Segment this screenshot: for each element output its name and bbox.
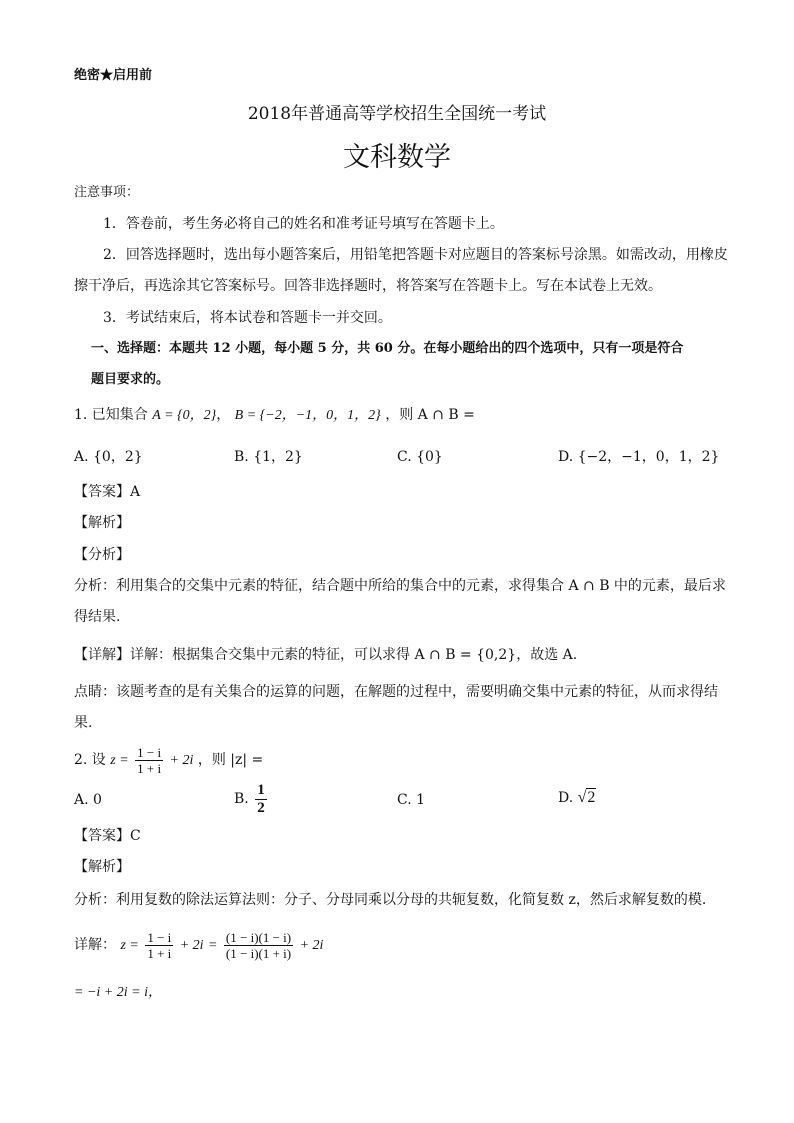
fraction-numerator: (1 − i)(1 − i): [225, 929, 292, 945]
question-2-detail-line-2: = −i + 2i = i，: [74, 985, 162, 1000]
question-1-suffix: ，则 A ∩ B =: [385, 407, 475, 423]
question-1-analysis-tag: 【解析】: [74, 515, 130, 531]
answer-value: A: [130, 484, 141, 500]
option-d-sqrt: √2: [577, 789, 596, 806]
question-1-option-b: B. {1，2}: [234, 449, 303, 465]
question-2-fraction: [135, 745, 163, 776]
fraction-denominator: 1 + i: [147, 945, 172, 961]
notice-item-1: 1．答卷前，考生务必将自己的姓名和准考证号填写在答题卡上。: [103, 216, 504, 232]
secret-label: 绝密★启用前: [74, 68, 153, 83]
question-1-fenxi-tag: 【分析】: [74, 547, 130, 563]
answer-tag: 【答案】: [74, 484, 130, 500]
detail-fraction-1: [145, 930, 173, 961]
question-1-comment-line-2: 果.: [74, 715, 93, 731]
notice-item-3: 3．考试结束后，将本试卷和答题卡一并交回。: [103, 310, 392, 326]
detail-prefix: 详解：: [74, 937, 116, 953]
question-1-fenxi-line-1: 分析：利用集合的交集中元素的特征，结合题中所给的集合中的元素，求得集合 A ∩ B 中的元素，最后求: [74, 578, 726, 594]
option-b-numerator: 1: [257, 781, 265, 798]
question-1-set-a: A = {0，2}: [152, 408, 217, 423]
exam-title: 2018年普通高等学校招生全国统一考试: [247, 104, 547, 124]
question-1-option-d: D. {−2，−1，0，1，2}: [558, 449, 720, 465]
question-1-option-a: A. {0，2}: [74, 449, 143, 465]
section-heading-line-2: 题目要求的。: [91, 372, 170, 387]
question-2-analysis-tag: 【解析】: [74, 859, 130, 875]
question-1-prefix: 1. 已知集合: [74, 407, 148, 423]
notice-title: 注意事项：: [74, 185, 140, 200]
question-2-z-eq: z =: [110, 753, 129, 768]
question-1-option-c: C. {0}: [397, 449, 443, 465]
fraction-denominator: (1 − i)(1 + i): [225, 945, 292, 961]
option-b-denominator: 2: [257, 799, 265, 816]
detail-plus-2i-2: + 2i: [299, 938, 324, 953]
fraction-numerator: 1 − i: [137, 744, 162, 760]
question-1-comment-line-1: 点睛：该题考查的是有关集合的运算的问题，在解题的过程中，需要明确交集中元素的特征，从而求得结: [74, 684, 718, 700]
question-2-option-c: C. 1: [397, 792, 426, 808]
question-1-set-b: B = {−2，−1，0，1，2}: [234, 408, 381, 423]
question-2-detail-line-1: [74, 923, 323, 968]
question-2-suffix: ，则 |z| =: [197, 752, 264, 768]
detail-tag: 【详解】: [74, 647, 130, 663]
question-2-stem: [74, 743, 263, 778]
detail-equals: =: [208, 938, 218, 953]
subject-title: 文科数学: [343, 142, 451, 173]
notice-item-2-line-2: 擦干净后，再选涂其它答案标号。回答非选择题时，将答案写在答题卡上。写在本试卷上无效。: [74, 278, 662, 294]
question-1-fenxi-line-2: 得结果.: [74, 609, 121, 625]
answer-value: C: [130, 828, 141, 844]
section-heading-line-1: 一、选择题：本题共 12 小题，每小题 5 分，共 60 分。在每小题给出的四个选项中，只有一项是符合: [91, 341, 684, 356]
question-1-answer: [74, 482, 140, 502]
detail-text: 详解：根据集合交集中元素的特征，可以求得 A ∩ B = {0,2}，故选 A.: [130, 647, 578, 663]
fraction-denominator: 1 + i: [137, 760, 162, 776]
question-2-fenxi: 分析：利用复数的除法运算法则：分子、分母同乘以分母的共轭复数，化简复数 z，然后求解复数的模.: [74, 892, 707, 908]
detail-z-eq: z =: [120, 938, 139, 953]
question-1-detail: [74, 645, 577, 665]
answer-tag: 【答案】: [74, 828, 130, 844]
question-2-option-d: [558, 788, 596, 808]
option-b-label: B.: [234, 791, 249, 807]
detail-plus-2i: + 2i: [179, 938, 204, 953]
option-b-fraction: [255, 782, 267, 817]
notice-item-2-line-1: 2．回答选择题时，选出每小题答案后，用铅笔把答题卡对应题目的答案标号涂黑。如需改动，用橡皮: [103, 247, 728, 263]
option-d-label: D.: [558, 790, 574, 806]
question-2-option-a: A. 0: [74, 792, 102, 808]
question-2-plus-2i: + 2i: [169, 753, 194, 768]
question-2-option-b: [234, 781, 269, 817]
question-1-stem: 1. 已知集合 A = {0，2}， B = {−2，−1，0，1，2} ，则 A ∩ B =: [74, 407, 475, 423]
sqrt-radicand: 2: [587, 789, 596, 806]
question-2-answer: [74, 826, 141, 846]
question-2-prefix: 2. 设: [74, 752, 106, 768]
detail-fraction-2: [224, 930, 293, 961]
fraction-numerator: 1 − i: [147, 929, 172, 945]
